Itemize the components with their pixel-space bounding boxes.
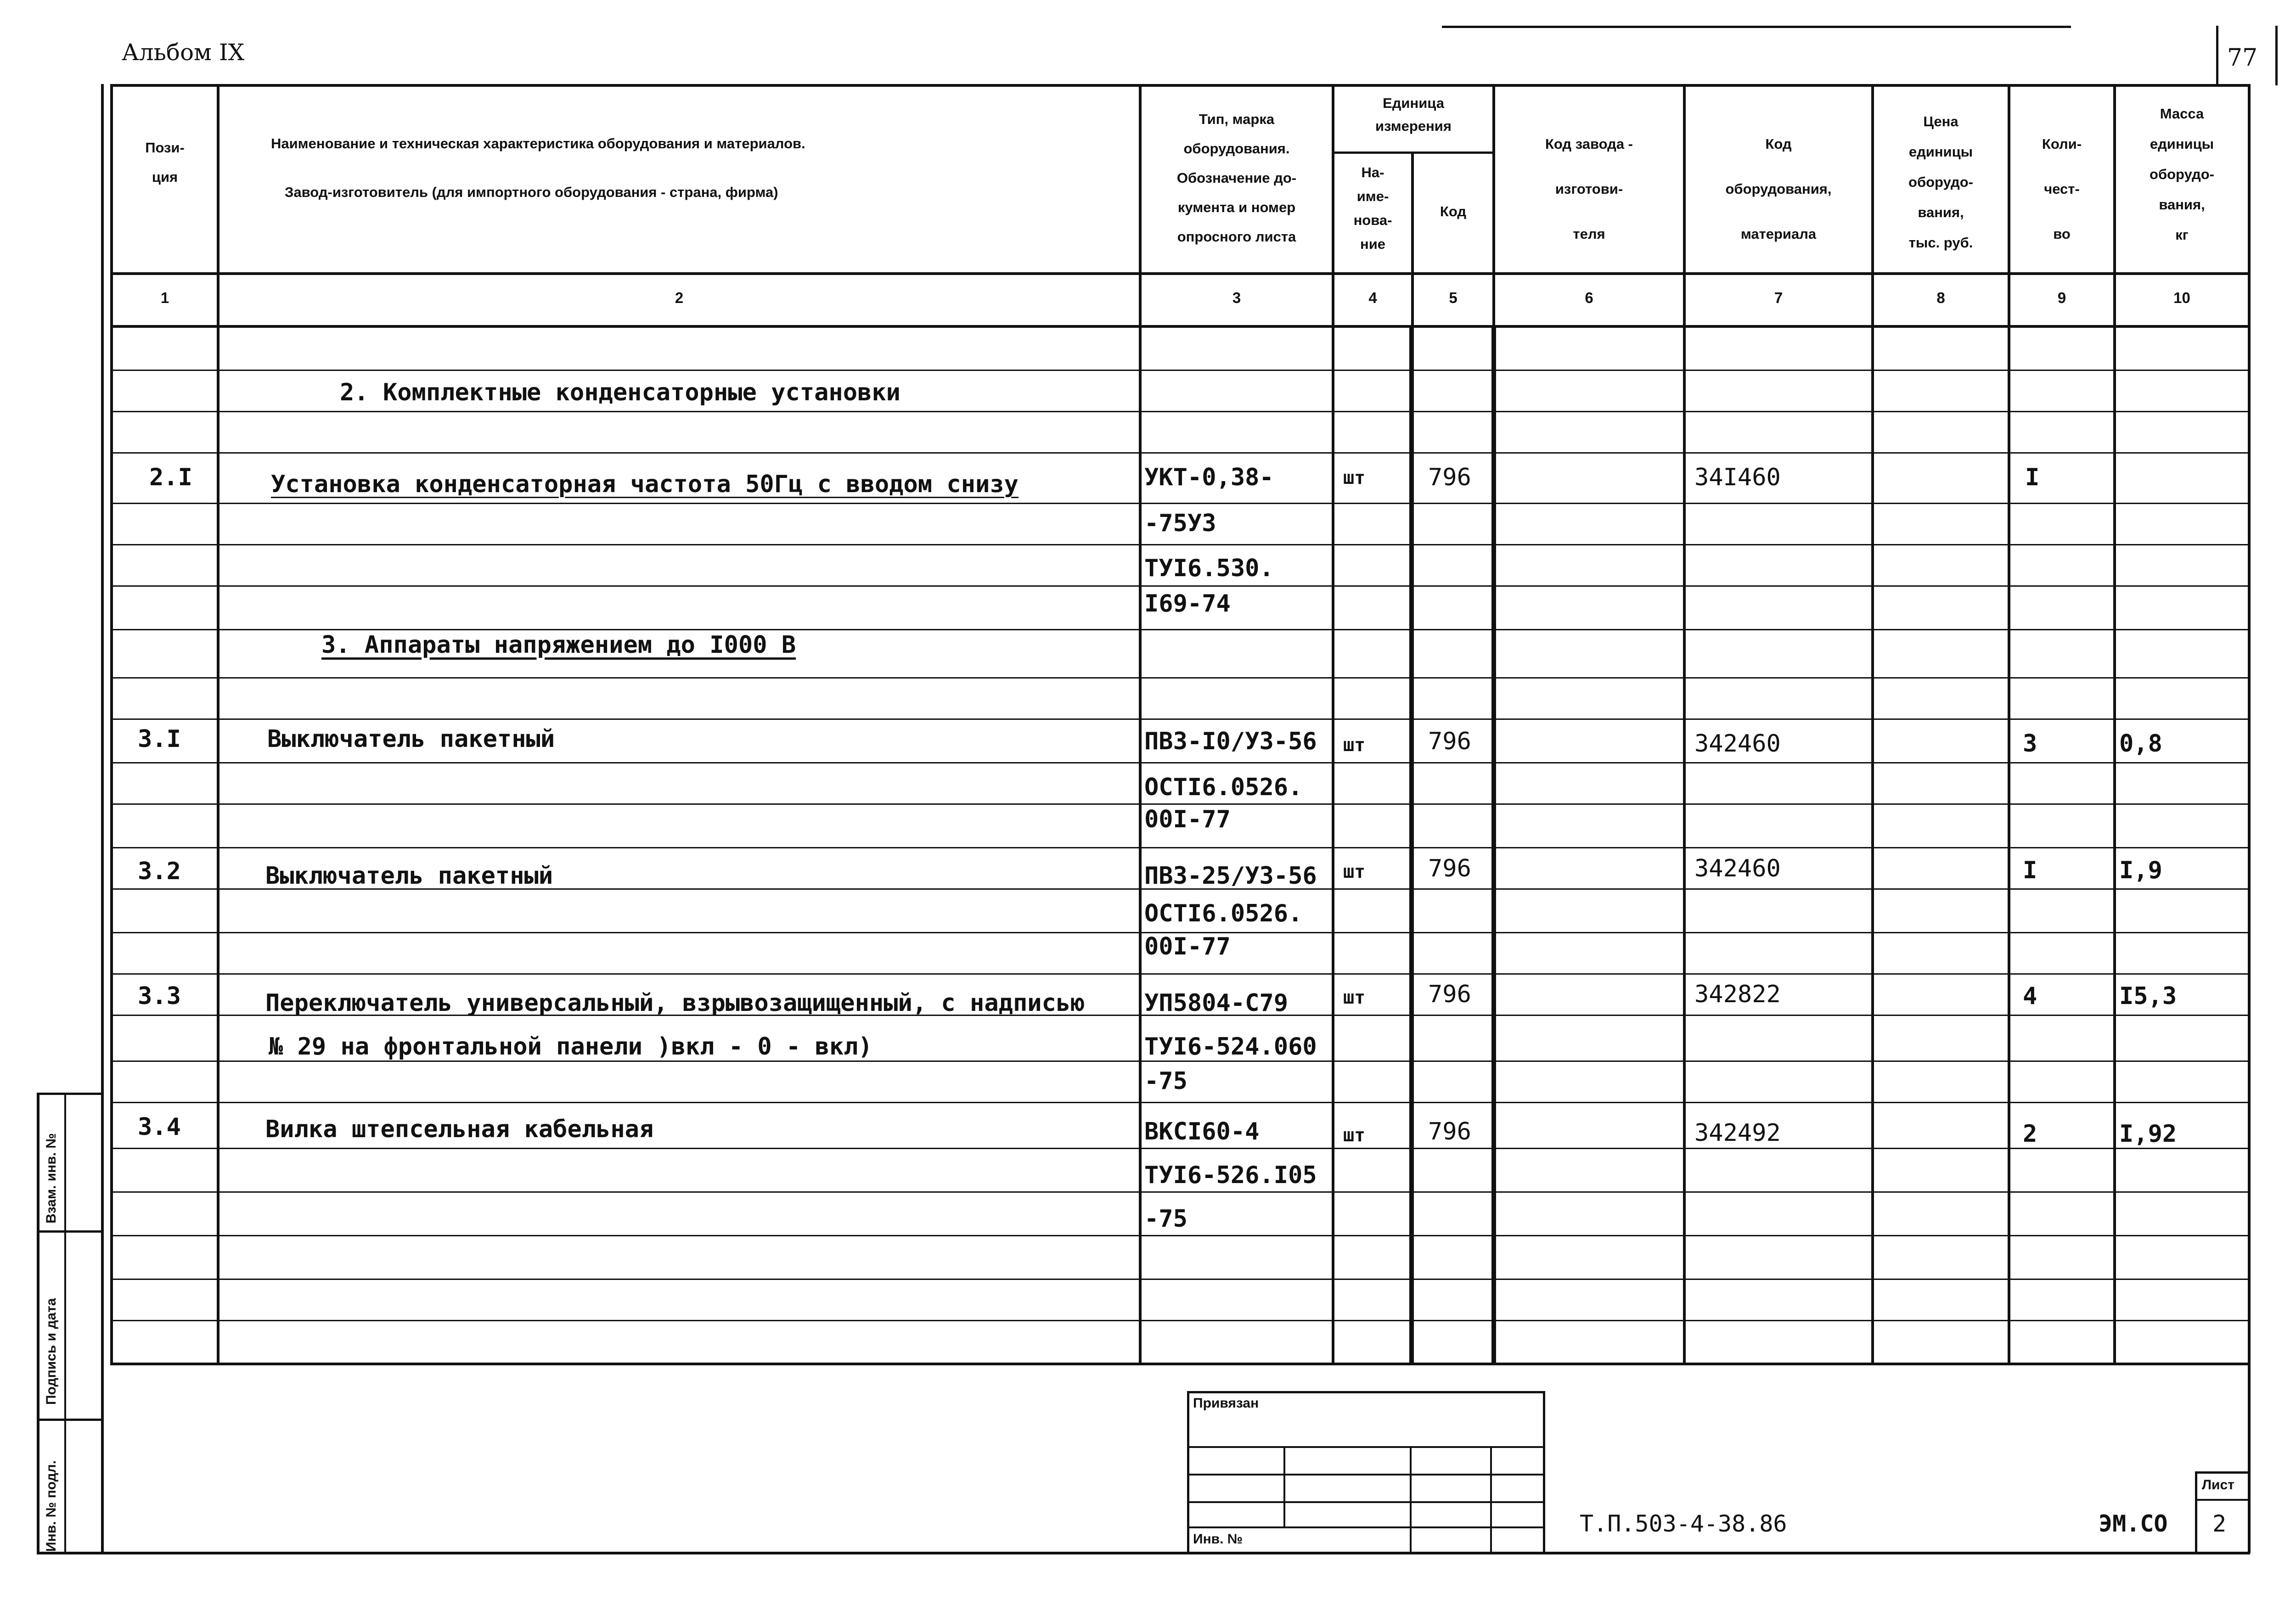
col-number-5: 5 (1449, 289, 1458, 306)
stamp-privyazan-label: Привязан (1193, 1396, 1259, 1411)
row-3-4-qty: 2 (2023, 1120, 2037, 1148)
side-stamp-sep-1 (37, 1230, 104, 1233)
body-row-line (110, 1279, 2250, 1280)
row-3-2-mass: I,9 (2119, 857, 2162, 884)
col-header-1: Пози- ция (145, 140, 185, 185)
col-line-2 (217, 84, 219, 1365)
unit-subheader-line (1332, 151, 1495, 154)
frame-bottom (37, 1552, 2250, 1554)
row-3-2-type-3: 00I-77 (1144, 933, 1231, 960)
row-2-1-unit: шт (1343, 467, 1366, 488)
album-label: Альбом IX (122, 39, 245, 66)
row-3-4-name: Вилка штепсельная кабельная (265, 1116, 654, 1143)
stamp-privyazan-left (1187, 1391, 1189, 1554)
stamp-privyazan-top (1187, 1391, 1545, 1393)
side-inv-podl-label: Инв. № подл. (44, 1460, 59, 1552)
row-3-2-qty: I (2023, 857, 2037, 884)
col-header-7: Код оборудования, материала (1725, 136, 1832, 242)
col-line-10 (2113, 84, 2116, 1365)
body-row-line (110, 762, 2250, 763)
stamp-privyazan-right (1543, 1391, 1545, 1554)
body-row-line (110, 803, 2250, 805)
col-line-3 (1139, 84, 1142, 1365)
row-3-1-mass: 0,8 (2119, 730, 2162, 757)
row-3-2-type-2: ОСТI6.0526. (1144, 900, 1303, 927)
row-3-1-position: 3.I (138, 725, 181, 753)
col-number-10: 10 (2173, 289, 2190, 306)
row-3-2-unit-code: 796 (1428, 855, 1471, 882)
row-3-4-type-2: ТУI6-526.I05 (1144, 1161, 1317, 1189)
row-3-3-name: Переключатель универсальный, взрывозащищенный, с надписью (265, 989, 1085, 1017)
col-header-8: Цена единицы оборудо- вания, тыс. руб. (1908, 113, 1973, 251)
body-row-line (110, 544, 2250, 545)
stamp-inv-no-label: Инв. № (1193, 1532, 1243, 1547)
side-stamp-top (37, 1093, 104, 1095)
bold-col-5-right (1491, 325, 1496, 1365)
section-title-2: 2. Комплектные конденсаторные установки (340, 379, 900, 406)
body-row-line (110, 1060, 2250, 1062)
col-header-2-line2: Завод-изготовитель (для импортного оборудования - страна, фирма) (285, 184, 778, 200)
row-3-4-mass: I,92 (2119, 1120, 2177, 1148)
side-stamp-sep-2 (37, 1419, 104, 1421)
row-2-1-qty: I (2025, 464, 2040, 491)
row-3-3-mass: I5,3 (2119, 982, 2177, 1010)
col-number-6: 6 (1585, 289, 1593, 306)
table-header-bottom (110, 272, 2250, 275)
col-header-9: Коли- чест- во (2042, 136, 2082, 242)
row-3-3-position: 3.3 (138, 982, 181, 1010)
body-row-line (110, 452, 2250, 454)
row-3-2-name: Выключатель пакетный (265, 862, 553, 890)
col-line-8 (1871, 84, 1874, 1365)
col-header-2-line1: Наименование и техническая характеристика оборудования и материалов. (271, 135, 805, 151)
row-3-3-type-1: УП5804-С79 (1144, 989, 1289, 1017)
row-3-4-type-1: ВКСI60-4 (1144, 1118, 1260, 1145)
body-row-line (110, 1148, 2250, 1149)
col-number-4: 4 (1368, 289, 1377, 306)
side-podpis-label: Подпись и дата (44, 1298, 59, 1405)
sheet-box-left (2195, 1471, 2197, 1554)
col-number-3: 3 (1232, 289, 1241, 306)
col-header-5: Код (1440, 203, 1467, 219)
body-row-line (110, 1320, 2250, 1321)
row-2-1-type-2: -75У3 (1144, 510, 1216, 537)
table-top (110, 84, 2250, 87)
bold-col-5-left (1409, 325, 1414, 1365)
col-number-9: 9 (2057, 289, 2066, 306)
col-number-2: 2 (675, 289, 684, 306)
section-title-3: 3. Аппараты напряжением до I000 В (321, 631, 796, 659)
row-3-1-unit: шт (1343, 735, 1366, 756)
row-3-2-position: 3.2 (138, 858, 181, 885)
row-2-1-code: 34I460 (1694, 464, 1781, 491)
col-header-4: На- име- нова- ние (1353, 164, 1392, 252)
row-3-2-unit: шт (1343, 861, 1366, 882)
frame-right (2248, 84, 2251, 1553)
col-line-7 (1683, 84, 1686, 1365)
side-vzam-label: Взам. инв. № (44, 1133, 59, 1223)
row-3-1-unit-code: 796 (1428, 728, 1471, 755)
sheet-box-top (2195, 1471, 2250, 1474)
row-3-3-code: 342822 (1694, 981, 1781, 1008)
row-3-3-name-line2: № 29 на фронтальной панели )вкл - 0 - вкл) (269, 1033, 872, 1060)
page-box-right (2275, 26, 2278, 85)
row-3-2-code: 342460 (1694, 855, 1781, 882)
row-3-4-unit-code: 796 (1428, 1118, 1471, 1145)
frame-left (101, 84, 104, 1553)
document-code: Т.П.503-4-38.86 (1580, 1510, 1787, 1537)
row-3-4-code: 342492 (1694, 1119, 1781, 1147)
col-header-4-5: Единица измерения (1375, 95, 1452, 134)
table-numrow-bottom (110, 325, 2250, 328)
body-row-line (110, 1102, 2250, 1103)
page-box-left (2216, 26, 2218, 85)
row-3-1-name: Выключатель пакетный (267, 725, 555, 753)
body-row-line (110, 718, 2250, 720)
body-row-line (110, 629, 2250, 630)
side-stamp-left (37, 1093, 39, 1554)
row-2-1-type-1: УКТ-0,38- (1144, 464, 1274, 491)
row-3-3-unit-code: 796 (1428, 981, 1471, 1008)
row-3-1-type-1: ПВЗ-I0/У3-56 (1144, 728, 1317, 755)
col-line-9 (2008, 84, 2010, 1365)
row-3-4-unit: шт (1343, 1125, 1366, 1146)
row-3-1-qty: 3 (2023, 730, 2037, 757)
row-3-3-type-2: ТУI6-524.060 (1144, 1033, 1317, 1060)
stamp-privyazan-col-1 (1283, 1446, 1285, 1527)
table-bottom (110, 1363, 2250, 1365)
body-row-line (110, 677, 2250, 679)
row-3-1-type-3: 00I-77 (1144, 806, 1231, 833)
body-row-line (110, 370, 2250, 371)
col-header-3: Тип, марка оборудования. Обозначение до- кумента и номер опросного листа (1176, 111, 1297, 245)
body-row-line (110, 585, 2250, 587)
col-header-10: Масса единицы оборудо- вания, кг (2150, 106, 2214, 243)
row-3-4-type-3: -75 (1144, 1205, 1187, 1233)
stamp-privyazan-col-2 (1410, 1446, 1412, 1554)
row-2-1-name: Установка конденсаторная частота 50Гц с вводом снизу (271, 471, 1019, 498)
top-rule (1442, 26, 2071, 28)
document-mark: ЭМ.СО (2099, 1510, 2168, 1537)
body-row-line (110, 1235, 2250, 1236)
body-row-line (110, 847, 2250, 848)
sheet-label: Лист (2202, 1477, 2234, 1492)
row-3-2-type-1: ПВЗ-25/У3-56 (1144, 862, 1317, 890)
body-row-line (110, 411, 2250, 412)
row-3-3-qty: 4 (2023, 982, 2037, 1010)
col-number-7: 7 (1774, 289, 1783, 306)
row-3-1-type-2: ОСТI6.0526. (1144, 774, 1303, 801)
row-2-1-type-3: ТУI6.530. (1144, 555, 1274, 582)
col-line-4 (1332, 84, 1334, 1365)
row-3-1-code: 342460 (1694, 730, 1781, 757)
col-number-1: 1 (160, 289, 169, 306)
row-3-3-unit: шт (1343, 987, 1366, 1008)
row-3-3-type-3: -75 (1144, 1067, 1187, 1095)
sheet-number: 2 (2212, 1510, 2227, 1537)
body-row-line (110, 973, 2250, 975)
sheet-box-mid (2195, 1499, 2250, 1501)
body-row-line (110, 503, 2250, 504)
page-number: 77 (2227, 44, 2258, 72)
body-row-line (110, 1191, 2250, 1193)
col-line-1 (110, 84, 113, 1365)
row-2-1-type-4: I69-74 (1144, 590, 1231, 617)
row-3-4-position: 3.4 (138, 1113, 181, 1141)
side-stamp-divider (64, 1093, 66, 1554)
row-2-1-position: 2.I (149, 464, 192, 491)
col-header-6: Код завода - изготови- теля (1545, 136, 1633, 242)
row-2-1-unit-code: 796 (1428, 464, 1471, 491)
stamp-privyazan-col-3 (1490, 1446, 1492, 1554)
col-number-8: 8 (1936, 289, 1945, 306)
